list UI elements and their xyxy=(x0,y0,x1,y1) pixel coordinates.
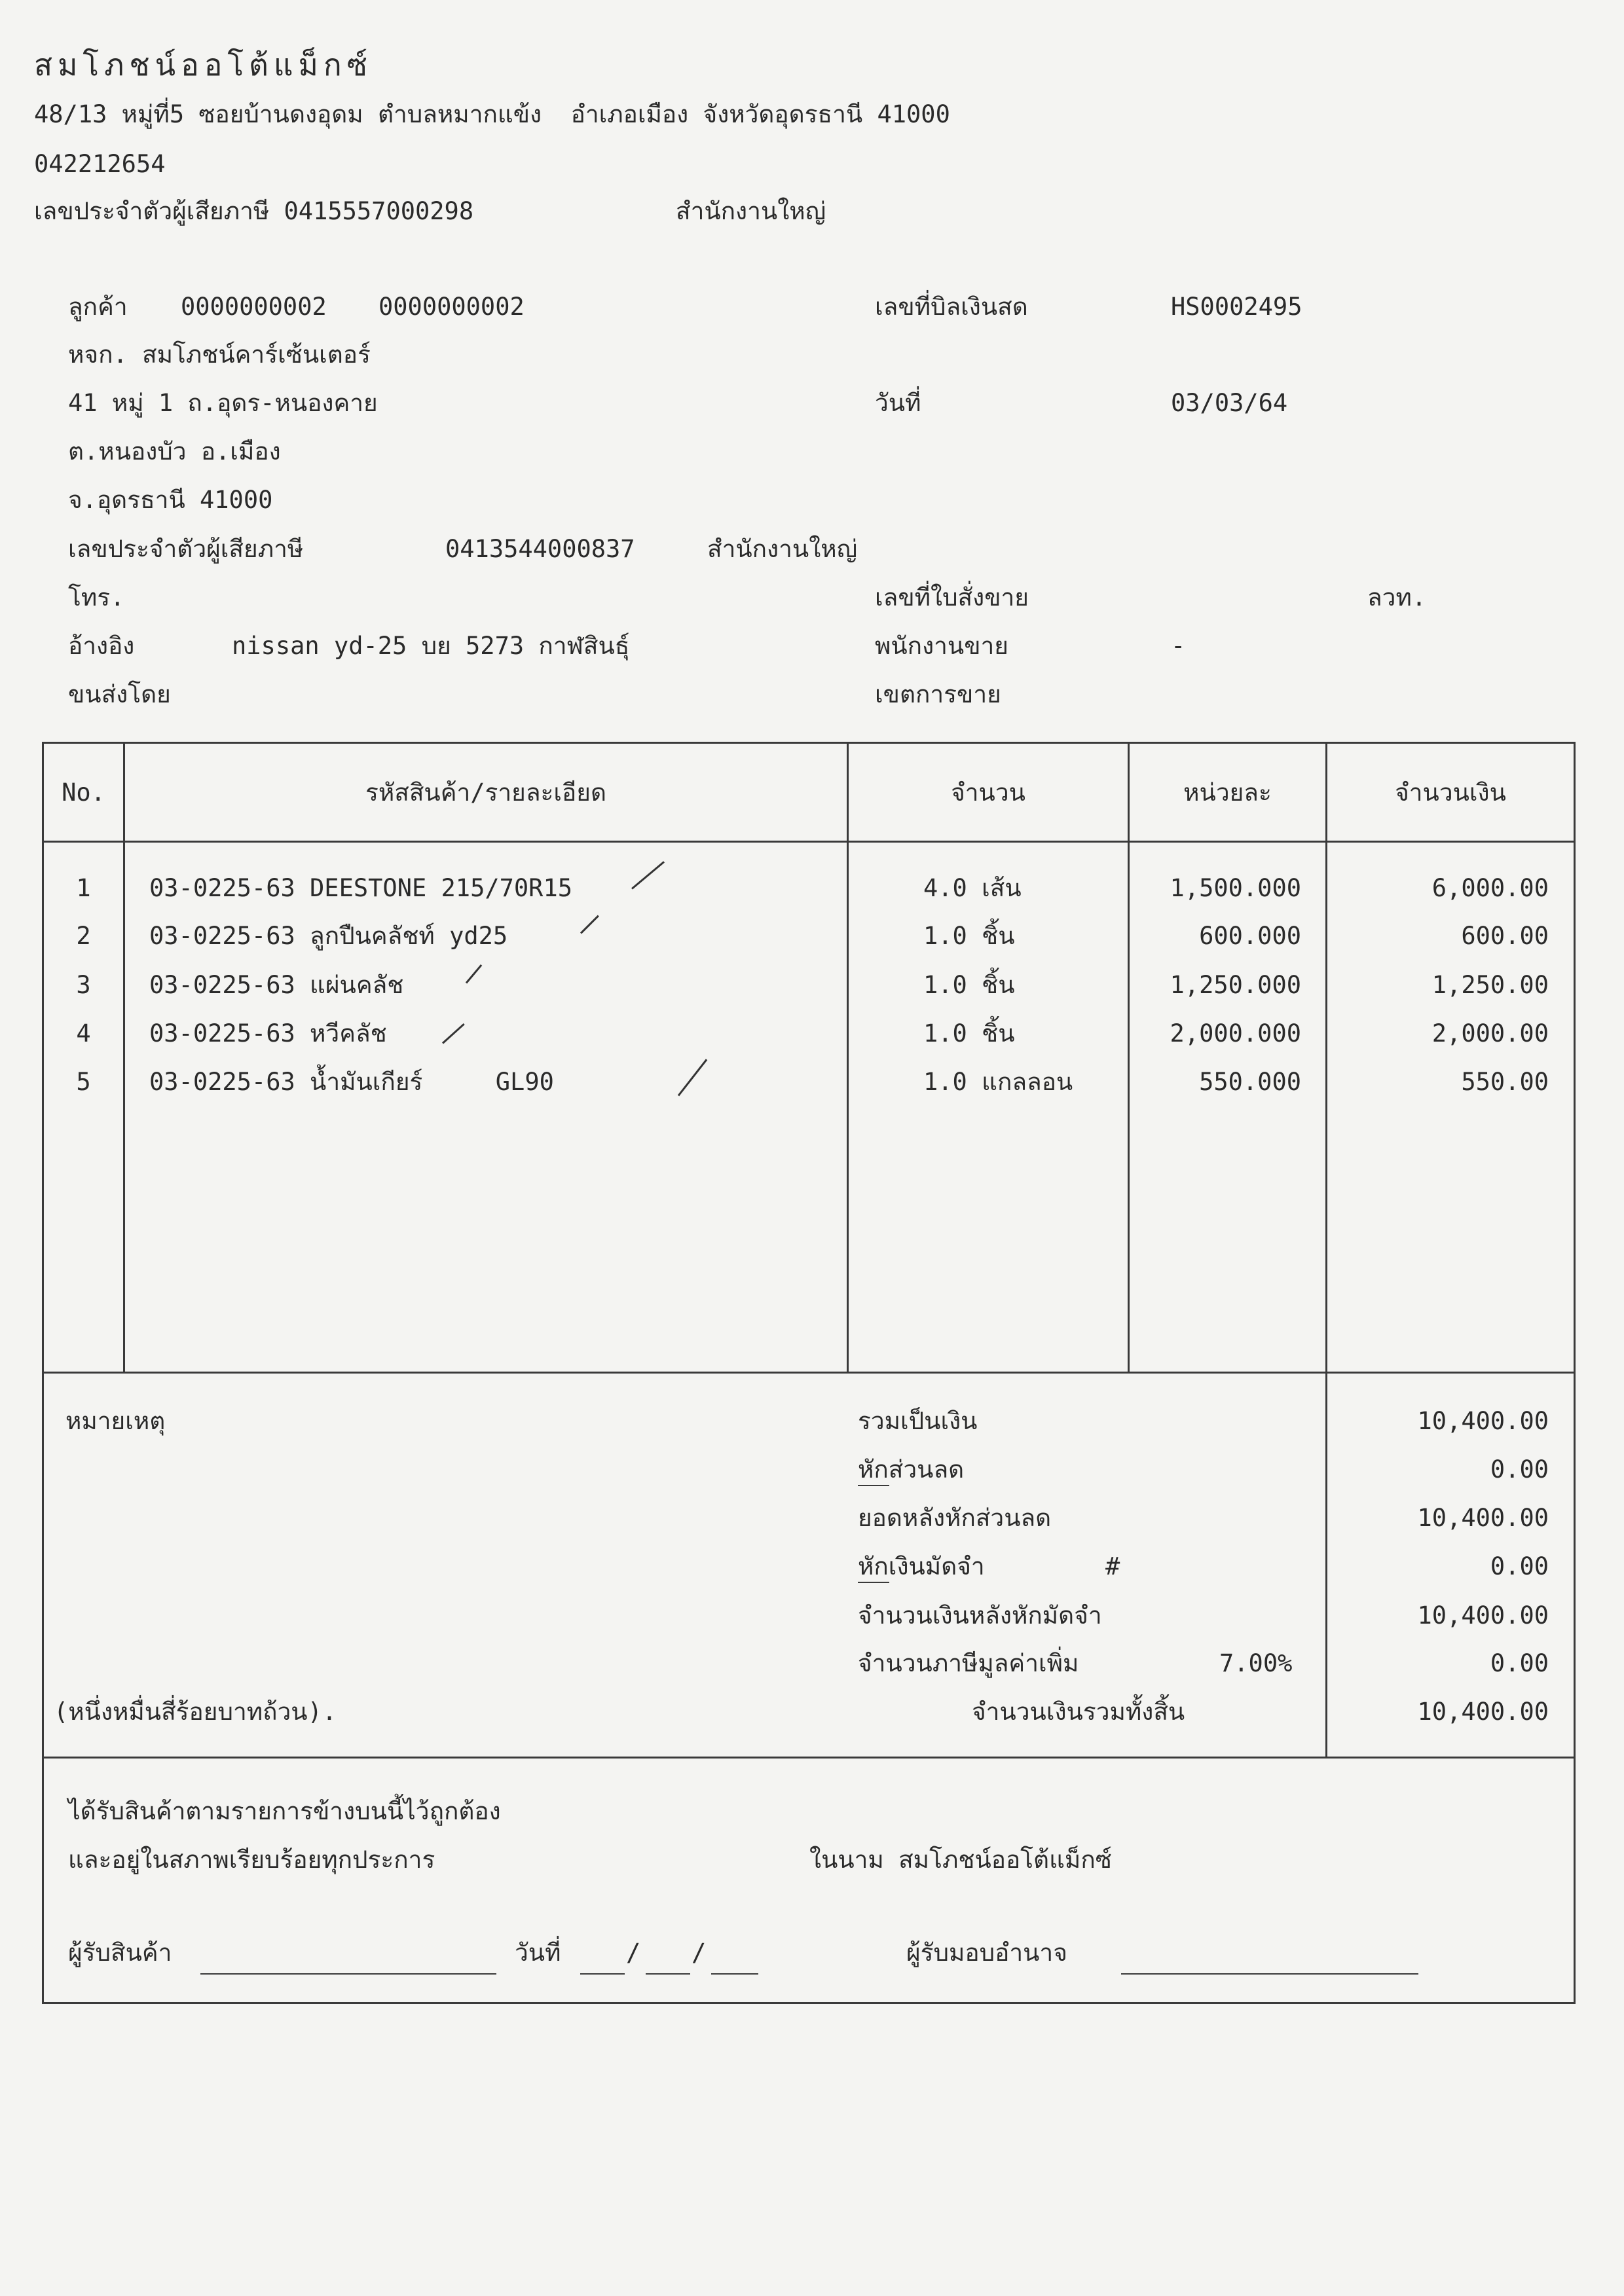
discount-label: หักส่วนลด xyxy=(858,1455,965,1484)
company-branch: สำนักงานใหญ่ xyxy=(676,197,826,225)
row-unit-price: 2,000.000 xyxy=(1170,1019,1301,1048)
bill-so-value: ลวท. xyxy=(1367,583,1427,611)
row-desc: 03-0225-63 DEESTONE 215/70R15 xyxy=(149,874,573,902)
customer-ref-value: nissan yd-25 บย 5273 กาฬสินธุ์ xyxy=(232,632,630,660)
row-unit-price: 550.000 xyxy=(1199,1068,1301,1096)
remark-label: หมายเหตุ xyxy=(65,1407,166,1435)
row-qty: 4.0 เส้น xyxy=(923,874,1022,902)
customer-address-1: 41 หมู่ 1 ถ.อุดร-หนองคาย xyxy=(68,389,378,417)
bill-date-label: วันที่ xyxy=(875,389,921,417)
header-divider xyxy=(42,841,1576,843)
customer-ref-label: อ้างอิง xyxy=(68,632,135,660)
received-statement-1: ได้รับสินค้าตามรายการข้างบนนี้ไว้ถูกต้อง xyxy=(68,1797,501,1825)
grand-total-value: 10,400.00 xyxy=(1417,1698,1549,1726)
summary-bottom-divider xyxy=(42,1757,1576,1758)
row-qty: 1.0 แกลลอน xyxy=(923,1068,1073,1096)
customer-address-2: ต.หนองบัว อ.เมือง xyxy=(68,437,281,465)
row-no: 4 xyxy=(76,1019,91,1048)
customer-name: หจก. สมโภชน์คาร์เซ้นเตอร์ xyxy=(68,340,371,369)
amount-in-words: (หนึ่งหมื่นสี่ร้อยบาทถ้วน). xyxy=(54,1698,337,1726)
discount-value: 0.00 xyxy=(1490,1455,1549,1484)
bill-area-label: เขตการขาย xyxy=(875,680,1001,708)
date-slash-2: / xyxy=(692,1939,707,1967)
receiver-signature-line[interactable] xyxy=(200,1973,496,1975)
header-qty: จำนวน xyxy=(951,778,1025,807)
company-address: 48/13 หมู่ที่5 ซอยบ้านดงอุดม ตำบลหมากแข้ง อำเภอเมือง จังหวัดอุดรธานี 41000 xyxy=(34,100,950,128)
bill-sales-label: พนักงานขาย xyxy=(875,632,1008,660)
row-no: 3 xyxy=(76,971,91,999)
discount-underline xyxy=(858,1485,889,1486)
customer-tax-id: 0413544000837 xyxy=(445,535,635,563)
date-slash-1: / xyxy=(626,1939,641,1967)
after-discount-value: 10,400.00 xyxy=(1417,1504,1549,1532)
after-deposit-label: จำนวนเงินหลังหักมัดจำ xyxy=(858,1601,1102,1630)
deposit-marker: # xyxy=(1105,1552,1120,1580)
row-no: 1 xyxy=(76,874,91,902)
bill-so-label: เลขที่ใบสั่งขาย xyxy=(875,583,1029,611)
row-amount: 550.00 xyxy=(1461,1068,1549,1096)
vat-value: 0.00 xyxy=(1490,1649,1549,1677)
customer-branch: สำนักงานใหญ่ xyxy=(707,535,858,563)
row-no: 5 xyxy=(76,1068,91,1096)
bill-no-value: HS0002495 xyxy=(1171,293,1302,321)
row-desc: 03-0225-63 แผ่นคลัช xyxy=(149,971,404,999)
col-divider-qty xyxy=(1128,742,1130,1374)
row-no: 2 xyxy=(76,922,91,950)
bill-date-value: 03/03/64 xyxy=(1171,389,1288,417)
authorized-label: ผู้รับมอบอำนาจ xyxy=(906,1939,1067,1967)
subtotal-label: รวมเป็นเงิน xyxy=(858,1407,978,1435)
col-divider-desc xyxy=(847,742,849,1374)
customer-code-1: 0000000002 xyxy=(181,293,327,321)
deposit-label: หักเงินมัดจำ xyxy=(858,1552,985,1580)
deposit-underline xyxy=(858,1582,889,1583)
customer-tax-label: เลขประจำตัวผู้เสียภาษี xyxy=(68,535,304,563)
customer-ship-label: ขนส่งโดย xyxy=(68,680,171,708)
row-qty: 1.0 ชิ้น xyxy=(923,922,1015,950)
authorized-signature-line[interactable] xyxy=(1121,1973,1418,1975)
bill-no-label: เลขที่บิลเงินสด xyxy=(875,293,1028,321)
customer-address-3: จ.อุดรธานี 41000 xyxy=(68,486,273,514)
receive-date-label: วันที่ xyxy=(515,1939,561,1967)
receive-date-year-line[interactable] xyxy=(711,1973,758,1975)
customer-phone-label: โทร. xyxy=(68,583,125,611)
row-amount: 2,000.00 xyxy=(1431,1019,1549,1048)
header-amount: จำนวนเงิน xyxy=(1395,778,1506,807)
customer-label: ลูกค้า xyxy=(68,293,128,321)
row-unit-price: 1,500.000 xyxy=(1170,874,1301,902)
bill-sales-value: - xyxy=(1171,632,1186,660)
row-qty: 1.0 ชิ้น xyxy=(923,971,1015,999)
row-unit-price: 1,250.000 xyxy=(1170,971,1301,999)
header-unit: หน่วยละ xyxy=(1183,778,1272,807)
on-behalf-of: ในนาม สมโภชน์ออโต้แม็กซ์ xyxy=(809,1846,1112,1874)
row-amount: 600.00 xyxy=(1461,922,1549,950)
row-desc: 03-0225-63 น้ำมันเกียร์ GL90 xyxy=(149,1068,554,1096)
items-bottom-divider xyxy=(42,1372,1576,1374)
header-desc: รหัสสินค้า/รายละเอียด xyxy=(365,778,606,807)
vat-rate: 7.00% xyxy=(1219,1649,1293,1677)
row-qty: 1.0 ชิ้น xyxy=(923,1019,1015,1048)
customer-code-2: 0000000002 xyxy=(378,293,525,321)
company-phone: 042212654 xyxy=(34,150,166,178)
receive-date-day-line[interactable] xyxy=(580,1973,625,1975)
receive-date-month-line[interactable] xyxy=(646,1973,690,1975)
after-deposit-value: 10,400.00 xyxy=(1417,1601,1549,1630)
header-no: No. xyxy=(62,778,105,807)
receiver-label: ผู้รับสินค้า xyxy=(68,1939,172,1967)
company-name: สมโภชน์ออโต้แม็กซ์ xyxy=(34,47,373,82)
deposit-value: 0.00 xyxy=(1490,1552,1549,1580)
after-discount-label: ยอดหลังหักส่วนลด xyxy=(858,1504,1052,1532)
row-amount: 1,250.00 xyxy=(1431,971,1549,999)
row-amount: 6,000.00 xyxy=(1431,874,1549,902)
grand-total-label: จำนวนเงินรวมทั้งสิ้น xyxy=(972,1698,1185,1726)
subtotal-value: 10,400.00 xyxy=(1417,1407,1549,1435)
col-divider-no xyxy=(123,742,125,1374)
vat-label: จำนวนภาษีมูลค่าเพิ่ม xyxy=(858,1649,1079,1677)
row-desc: 03-0225-63 หวีคลัช xyxy=(149,1019,387,1048)
received-statement-2: และอยู่ในสภาพเรียบร้อยทุกประการ xyxy=(68,1846,435,1874)
company-tax-id: เลขประจำตัวผู้เสียภาษี 0415557000298 xyxy=(34,197,474,225)
row-desc: 03-0225-63 ลูกปืนคลัชท์ yd25 xyxy=(149,922,508,950)
row-unit-price: 600.000 xyxy=(1199,922,1301,950)
